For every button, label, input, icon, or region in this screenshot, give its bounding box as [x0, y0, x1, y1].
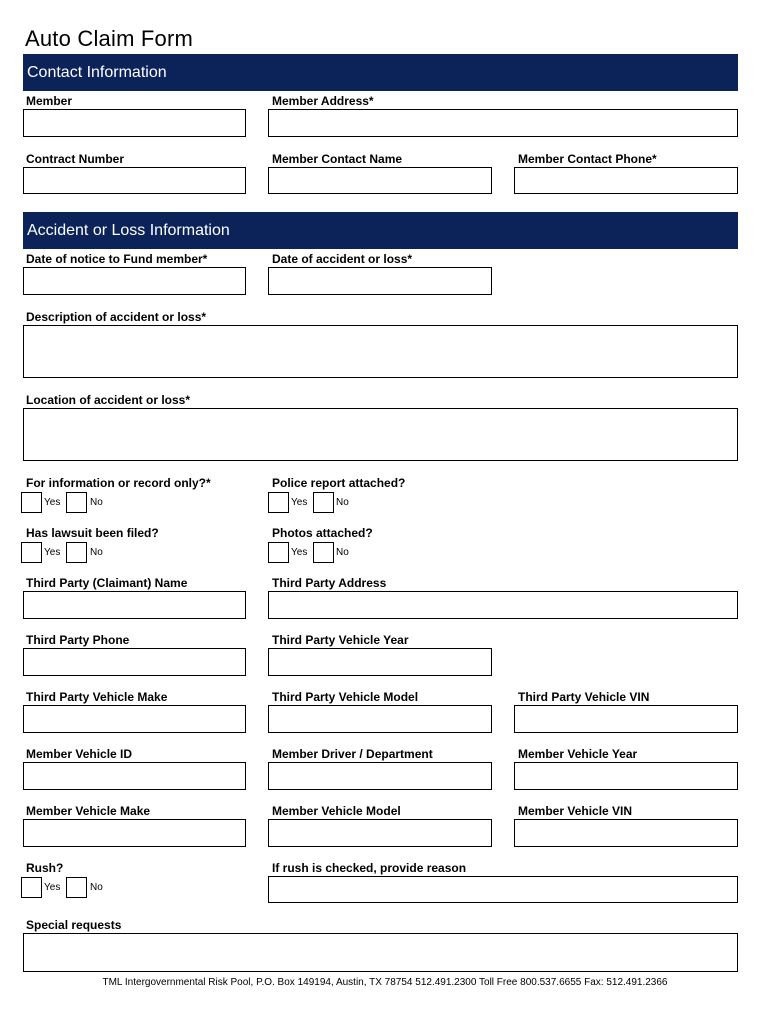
- tp-address-label: Third Party Address: [272, 576, 387, 590]
- rush-no-label: No: [90, 882, 103, 893]
- mv-year-label: Member Vehicle Year: [518, 747, 638, 761]
- photos-no-checkbox[interactable]: [313, 542, 334, 563]
- member-label: Member: [26, 94, 73, 108]
- rush-yes-label: Yes: [44, 882, 61, 893]
- description-label: Description of accident or loss*: [26, 310, 207, 324]
- tp-name-label: Third Party (Claimant) Name: [26, 576, 188, 590]
- mv-model-label: Member Vehicle Model: [272, 804, 401, 818]
- mv-driver-field[interactable]: [268, 762, 492, 790]
- info-only-no-checkbox[interactable]: [66, 492, 87, 513]
- tp-vehicle-model-label: Third Party Vehicle Model: [272, 690, 419, 704]
- rush-no-checkbox[interactable]: [66, 877, 87, 898]
- info-only-label: For information or record only?*: [26, 476, 211, 490]
- member-address-field[interactable]: [268, 109, 738, 137]
- member-field[interactable]: [23, 109, 246, 137]
- photos-yes-label: Yes: [291, 547, 308, 558]
- tp-phone-label: Third Party Phone: [26, 633, 130, 647]
- rush-reason-label: If rush is checked, provide reason: [272, 861, 467, 875]
- mv-vin-label: Member Vehicle VIN: [518, 804, 633, 818]
- footer-contact-info: TML Intergovernmental Risk Pool, P.O. Box 149194, Austin, TX 78754 512.491.2300 Toll Free 800.537.6655 Fax: 512.491.2366: [102, 977, 668, 988]
- tp-vehicle-make-field[interactable]: [23, 705, 246, 733]
- tp-vehicle-year-label: Third Party Vehicle Year: [272, 633, 409, 647]
- mv-id-field[interactable]: [23, 762, 246, 790]
- info-only-yes-label: Yes: [44, 497, 61, 508]
- rush-reason-field[interactable]: [268, 876, 738, 903]
- location-field[interactable]: [23, 408, 738, 461]
- form-title: Auto Claim Form: [25, 26, 194, 51]
- location-label: Location of accident or loss*: [26, 393, 191, 407]
- date-notice-label: Date of notice to Fund member*: [26, 252, 208, 266]
- date-accident-field[interactable]: [268, 267, 492, 295]
- tp-vehicle-vin-field[interactable]: [514, 705, 738, 733]
- description-field[interactable]: [23, 325, 738, 378]
- police-report-label: Police report attached?: [272, 476, 406, 490]
- date-notice-field[interactable]: [23, 267, 246, 295]
- member-contact-name-field[interactable]: [268, 167, 492, 194]
- mv-vin-field[interactable]: [514, 819, 738, 847]
- police-report-no-label: No: [336, 497, 349, 508]
- tp-vehicle-year-field[interactable]: [268, 648, 492, 676]
- photos-label: Photos attached?: [272, 526, 373, 540]
- member-address-label: Member Address*: [272, 94, 374, 108]
- section-accident-information: Accident or Loss Information: [23, 212, 738, 249]
- tp-vehicle-make-label: Third Party Vehicle Make: [26, 690, 168, 704]
- police-report-no-checkbox[interactable]: [313, 492, 334, 513]
- lawsuit-label: Has lawsuit been filed?: [26, 526, 159, 540]
- section-contact-information: Contact Information: [23, 54, 738, 91]
- lawsuit-yes-checkbox[interactable]: [21, 542, 42, 563]
- tp-vehicle-model-field[interactable]: [268, 705, 492, 733]
- member-contact-phone-field[interactable]: [514, 167, 738, 194]
- tp-phone-field[interactable]: [23, 648, 246, 676]
- special-requests-field[interactable]: [23, 933, 738, 972]
- date-accident-label: Date of accident or loss*: [272, 252, 413, 266]
- lawsuit-yes-label: Yes: [44, 547, 61, 558]
- photos-no-label: No: [336, 547, 349, 558]
- mv-make-label: Member Vehicle Make: [26, 804, 151, 818]
- tp-vehicle-vin-label: Third Party Vehicle VIN: [518, 690, 650, 704]
- police-report-yes-checkbox[interactable]: [268, 492, 289, 513]
- rush-yes-checkbox[interactable]: [21, 877, 42, 898]
- member-contact-phone-label: Member Contact Phone*: [518, 152, 657, 166]
- rush-label: Rush?: [26, 861, 64, 875]
- tp-address-field[interactable]: [268, 591, 738, 619]
- lawsuit-no-checkbox[interactable]: [66, 542, 87, 563]
- lawsuit-no-label: No: [90, 547, 103, 558]
- member-contact-name-label: Member Contact Name: [272, 152, 403, 166]
- contract-number-field[interactable]: [23, 167, 246, 194]
- mv-model-field[interactable]: [268, 819, 492, 847]
- mv-year-field[interactable]: [514, 762, 738, 790]
- tp-name-field[interactable]: [23, 591, 246, 619]
- info-only-no-label: No: [90, 497, 103, 508]
- special-requests-label: Special requests: [26, 918, 122, 932]
- mv-make-field[interactable]: [23, 819, 246, 847]
- info-only-yes-checkbox[interactable]: [21, 492, 42, 513]
- mv-id-label: Member Vehicle ID: [26, 747, 133, 761]
- photos-yes-checkbox[interactable]: [268, 542, 289, 563]
- police-report-yes-label: Yes: [291, 497, 308, 508]
- contract-number-label: Contract Number: [26, 152, 125, 166]
- mv-driver-label: Member Driver / Department: [272, 747, 433, 761]
